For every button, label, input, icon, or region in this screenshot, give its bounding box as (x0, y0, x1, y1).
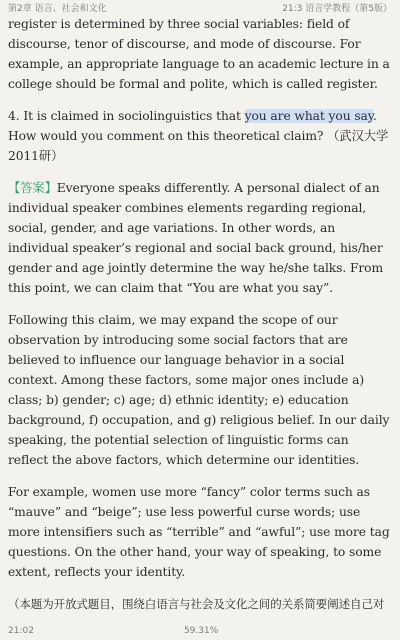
chapter-title: 第2章 语言、社会和文化 (8, 3, 107, 14)
highlighted-text[interactable]: you are what you say (244, 109, 373, 123)
answer-paragraph: Following this claim, we may expand the scope of our observation by introducing some social factors that are believed to influence our language behavior in a social context. Among these factors, some major ones include a) class; b) gender; c) age; d) ethnic identity; e) education background, f) occupation, and g) religious belief. In our daily speaking, the potential selection of linguistic forms can reflect the above factors, which determine our identities. (8, 313, 390, 467)
answer-note: （本题为开放式题目，围绕白语言与社会及文化之间的关系简要阐述自己对 (8, 597, 385, 610)
answer-paragraph (8, 178, 392, 298)
reader-content (0, 14, 400, 610)
status-header (0, 0, 400, 14)
question-4 (8, 106, 392, 166)
clock: 21:02 (8, 626, 34, 636)
question-text-tail: . How would you comment on this theoretical claim? （武汉大学2011研） (8, 109, 389, 163)
reading-progress: 59.31% (183, 626, 219, 636)
book-title: 21:3 语言学教程（第5版） (282, 3, 392, 14)
answer-text: Everyone speaks differently. A personal dialect of an individual speaker combines elements regarding regional, social, gender, and age variations. In other words, an individual speaker’s regional and social back ground, his/her gender and age jointly determine the way he/she talks. From this point, we can claim that “You are what you say”. (8, 181, 384, 295)
answer-paragraph: For example, women use more “fancy” color terms such as “mauve” and “beige”; use less powerful curse words; use more intensifiers such as “terrible” and “awful”; use more tag questions. On the other hand, your way of speaking, to some extent, reflects your identity. (8, 485, 390, 579)
status-footer (0, 622, 400, 640)
answer-tag: 【答案】 (8, 181, 57, 195)
question-text: 4. It is claimed in sociolinguistics that (8, 109, 245, 123)
paragraph: register is determined by three social variables: field of discourse, tenor of discourse, and mode of discourse. For example, an appropriate language to an academic lecture in a college should be formal and polite, which is called register. (8, 17, 390, 91)
